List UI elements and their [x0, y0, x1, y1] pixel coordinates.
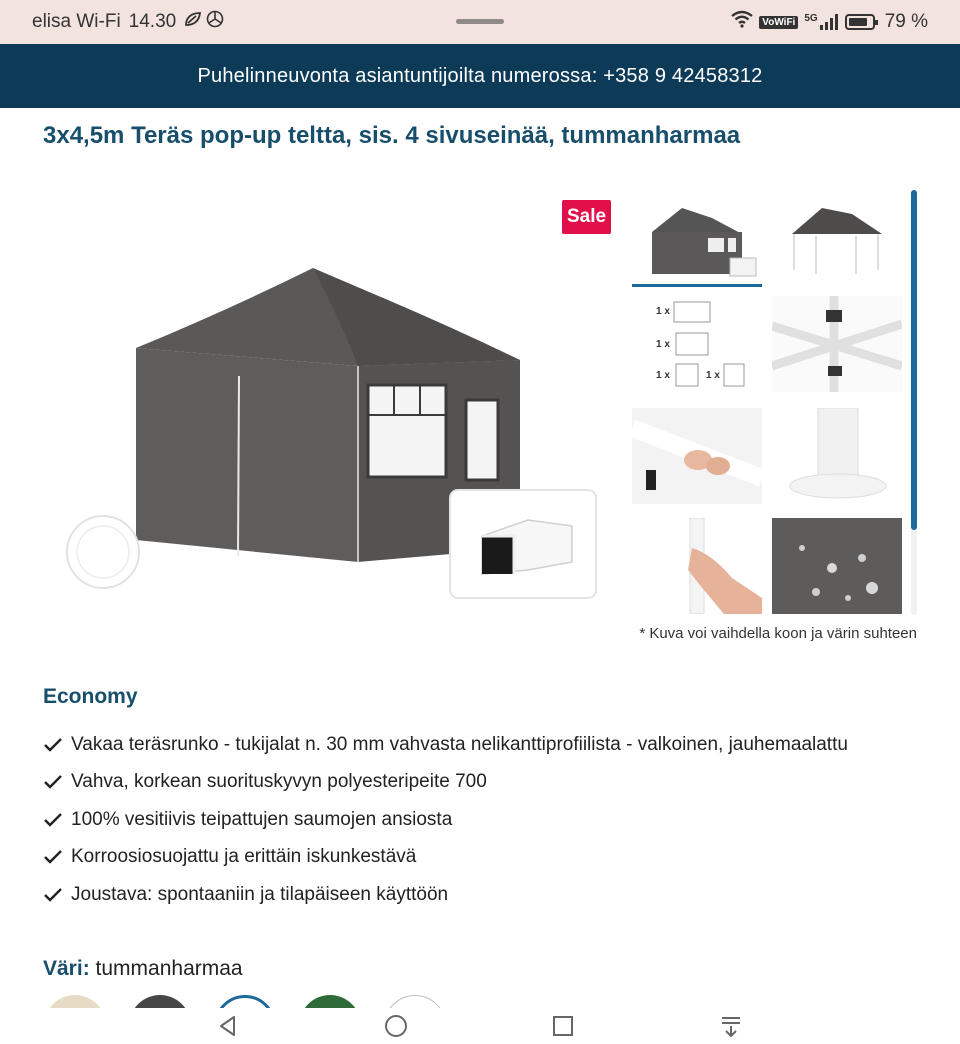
- sale-badge: Sale: [562, 200, 611, 234]
- color-label: Väri:: [43, 957, 90, 980]
- feature-text: Vahva, korkean suorituskyvyn polyesteripeite 700: [71, 771, 487, 793]
- color-swatch-dark-grey[interactable]: [129, 995, 191, 1008]
- thumbnail-qty-label: 1 x: [656, 339, 670, 350]
- notification-drawer-icon[interactable]: [719, 1014, 743, 1038]
- thumbnail-qty-label: 1 x: [706, 370, 720, 381]
- carrier-label: elisa Wi-Fi: [32, 11, 121, 32]
- mercedes-logo-icon: [206, 10, 224, 34]
- feature-item: [43, 726, 848, 764]
- feature-item: [43, 764, 848, 802]
- gesture-handle: [456, 19, 504, 24]
- thumbnail-contents-diagram[interactable]: [632, 296, 762, 392]
- battery-percent: 79 %: [884, 11, 928, 32]
- thumbnail-selected-indicator: [632, 284, 762, 287]
- thumbnail-hands-attach[interactable]: [632, 408, 762, 504]
- leaf-notification-icon: [184, 11, 202, 33]
- home-icon[interactable]: [384, 1014, 408, 1038]
- support-phone-text: Puhelinneuvonta asiantuntijoilta numerossa: +358 9 42458312: [197, 64, 763, 87]
- main-product-image[interactable]: [58, 190, 618, 620]
- clock: 14.30: [128, 11, 177, 32]
- vowifi-badge: VoWiFi: [759, 16, 798, 29]
- color-swatch-beige[interactable]: [44, 995, 106, 1008]
- color-value: tummanharmaa: [95, 957, 243, 980]
- checkmark-icon: [43, 737, 71, 753]
- checkmark-icon: [43, 774, 71, 790]
- feature-text: Korroosiosuojattu ja erittäin iskunkestävä: [71, 846, 417, 868]
- color-swatches: [0, 990, 960, 1008]
- tier-heading: Economy: [43, 685, 138, 708]
- feature-text: 100% vesitiivis teipattujen saumojen ansiosta: [71, 808, 453, 830]
- feature-list: [43, 726, 848, 914]
- status-bar: [0, 0, 960, 44]
- thumbnail-hand-pole[interactable]: [632, 518, 762, 614]
- feature-text: Vakaa teräsrunko - tukijalat n. 30 mm vahvasta nelikanttiprofiilista - valkoinen, jauhemaalattu: [71, 733, 848, 755]
- feature-text: Joustava: spontaaniin ja tilapäiseen käyttöön: [71, 883, 449, 905]
- image-disclaimer: * Kuva voi vaihdella koon ja värin suhteen: [639, 625, 917, 642]
- feature-item: [43, 876, 848, 914]
- android-nav-bar: [0, 1008, 960, 1044]
- gallery-scrollbar-thumb[interactable]: [911, 190, 917, 530]
- recents-icon[interactable]: [551, 1014, 575, 1038]
- support-phone-banner[interactable]: [0, 44, 960, 108]
- color-swatch-green[interactable]: [299, 995, 361, 1008]
- signal-icon: 5G: [804, 13, 838, 31]
- thumbnail-foot-plate[interactable]: [772, 408, 902, 504]
- feature-item: [43, 801, 848, 839]
- thumbnail-qty-label: 1 x: [656, 370, 670, 381]
- battery-icon: [845, 14, 875, 30]
- thumbnail-gallery: [632, 188, 904, 616]
- color-swatch-selected[interactable]: [214, 995, 276, 1008]
- product-title: 3x4,5m Teräs pop-up teltta, sis. 4 sivuseinää, tummanharmaa: [43, 122, 741, 149]
- thumbnail-waterproof-fabric[interactable]: [772, 518, 902, 614]
- thumbnail-tent-frame[interactable]: [772, 188, 902, 284]
- feature-item: [43, 839, 848, 877]
- thumbnail-qty-label: 1 x: [656, 306, 670, 317]
- thumbnail-frame-joint[interactable]: [772, 296, 902, 392]
- checkmark-icon: [43, 849, 71, 865]
- color-selection-label: [43, 957, 243, 981]
- checkmark-icon: [43, 887, 71, 903]
- checkmark-icon: [43, 812, 71, 828]
- color-swatch-white[interactable]: [384, 995, 446, 1008]
- wifi-icon: [731, 10, 753, 34]
- back-icon[interactable]: [216, 1014, 240, 1038]
- thumbnail-tent-walls[interactable]: [632, 188, 762, 284]
